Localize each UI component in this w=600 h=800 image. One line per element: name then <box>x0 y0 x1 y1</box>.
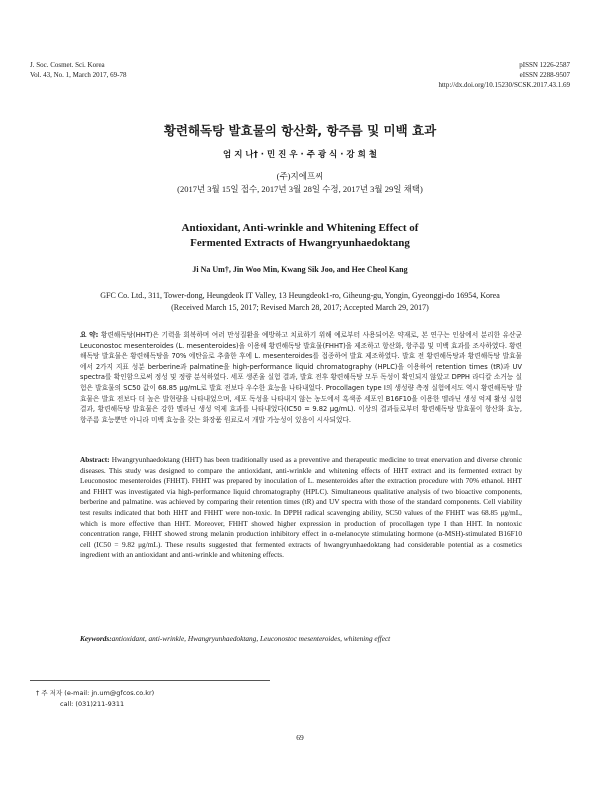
keywords-text: antioxidant, anti-wrinkle, Hwangryunhaedoktang, Leuconostoc mesenteroides, whitening effect <box>111 634 391 643</box>
english-title <box>0 221 600 251</box>
korean-abstract-text: 황련해독탕(HHT)은 기력을 회복하며 여러 만성질환을 예방하고 치료하기 위해 예로부터 사용되어온 약재로, 본 연구는 인삼에서 분리한 유산균 Leuconostoc mesenteroides (L. mesenteroides)을 이용해 황련해독탕 발효물(FHHT)을 제조하고 항산화, 항주름 및 미백 효과를 조사하였다. 황련해독탕 발효물은 황련해독탕을 70% 에탄올로 추출한 후에 L. mesenteroides를 접종하여 발효 제조하였다. 발효 전 황련해독탕과 황련해독탕 발효물에서 2가지 지표 성분 berberine과 palmatine을 high-performance liquid chromatography (HPLC)을 이용하여 retention times (tR)과 UV spectra를 확인함으로써 정성 및 정량 분석하였다. 세포 생존율 실험 결과, 발효 전후 황련해독탕 모두 독성이 확인되지 않았고 DPPH 라디칼 소거능 실험은 발효물의 SC50 값이 68.85 μg/mL로 발효 전보다 우수한 효능을 나타내었다. Procollagen type I의 생성량 측정 실험에서도 역시 황련해독탕 발효물은 발효 전보다 더 높은 발현량을 나타내었으며, 세포 독성을 나타내지 않는 농도에서 흑색종 세포인 B16F10을 이용한 멜라닌 생성 억제 활성 실험 결과, 황련해독탕 발효물은 강한 멜라닌 생성 억제 효과를 나타내었다(IC50 = 9.82 μg/mL). 이상의 결과들로부터 황련해독탕 발효물이 항산화 효능, 항주름 효능뿐만 아니라 미백 효능을 갖는 화장품 원료로서 개발 가능성이 있음이 시사되었다. <box>80 331 522 424</box>
keywords <box>80 634 522 643</box>
keywords-label: Keywords: <box>80 634 112 643</box>
korean-authors: 엄 지 나† · 민 진 우 · 주 광 식 · 강 희 철 <box>223 150 377 160</box>
journal-header-right <box>438 60 570 90</box>
doi-link[interactable]: http://dx.doi.org/10.15230/SCSK.2017.43.1.69 <box>438 81 570 89</box>
korean-abstract-label: 요 약: <box>80 331 99 339</box>
english-title-line1: Antioxidant, Anti-wrinkle and Whitening Effect of <box>181 222 419 234</box>
korean-affiliation: (주)지에프씨 <box>276 171 324 181</box>
footnote-divider <box>30 680 270 681</box>
english-dates: (Received March 15, 2017; Revised March 28, 2017; Accepted March 29, 2017) <box>171 303 429 312</box>
footnote <box>36 688 154 710</box>
journal-volume: Vol. 43, No. 1, March 2017, 69-78 <box>30 71 127 79</box>
english-abstract-text: Hwangryunhaedoktang (HHT) has been traditionally used as a preventive and therapeutic medicine to treat enervation and diverse chronic diseases. This study was designed to compare the antioxidant, anti-wrinkle and whitening effects of HHT extract and its fermented extract by Leuconostoc mesenteroides (FHHT). FHHT was prepared by inoculation of L. mesenteroides after the extraction procedure with 70% ethanol. HHT and FHHT was investigated via high-performance liquid chromatography (HPLC). Simultaneous qualitative analysis of two bioactive components, berberine and palmatine. was achieved by comparing their retention times (tR) and UV spectra with those of the standard components. Cell viability test results indicated that both HHT and FHHT were non-toxic. In DPPH radical scavenging ability, SC50 values of the FHHT was 68.85 μg/mL, which is more effective than HHT. Moreover, FHHT showed higher expression in production of procollagen type I than HHT. In nontoxic concentration range, FHHT showed strong melanin production inhibitory effect in α-melanocyte stimulating hormone (α-MSH)-stimulated B16F10 cell (IC50 = 9.82 μg/mL). These results suggested that fermented extracts of hwangryunhaedoktang had considerable potential as a cosmetics ingredient with an antioxidant and anti-wrinkle and whitening effects. <box>80 455 523 560</box>
page-number: 69 <box>296 733 304 742</box>
footnote-email: † 주 저자 (e-mail: jn.um@gfcos.co.kr) <box>36 689 155 697</box>
eissn: eISSN 2288-9507 <box>519 71 570 79</box>
pissn: pISSN 1226-2587 <box>519 61 570 69</box>
english-abstract <box>80 455 522 561</box>
korean-abstract <box>80 330 522 425</box>
korean-dates: (2017년 3월 15일 접수, 2017년 3월 28일 수정, 2017년 3월 29일 채택) <box>177 184 423 194</box>
english-abstract-label: Abstract: <box>80 455 110 464</box>
english-affiliation-block <box>0 290 600 314</box>
footnote-call: call: (031)211-9311 <box>60 700 125 708</box>
english-title-line2: Fermented Extracts of Hwangryunhaedoktang <box>190 237 410 249</box>
english-affiliation: GFC Co. Ltd., 311, Tower-dong, Heungdeok IT Valley, 13 Heungdeok1-ro, Giheung-gu, Yongin, Gyeonggi-do 16954, Korea <box>100 291 500 300</box>
korean-title: 황련해독탕 발효물의 항산화, 항주름 및 미백 효과 <box>163 123 437 138</box>
journal-name: J. Soc. Cosmet. Sci. Korea <box>30 61 105 69</box>
journal-header-left <box>30 60 127 80</box>
english-authors: Ji Na Um†, Jin Woo Min, Kwang Sik Joo, and Hee Cheol Kang <box>192 265 408 274</box>
